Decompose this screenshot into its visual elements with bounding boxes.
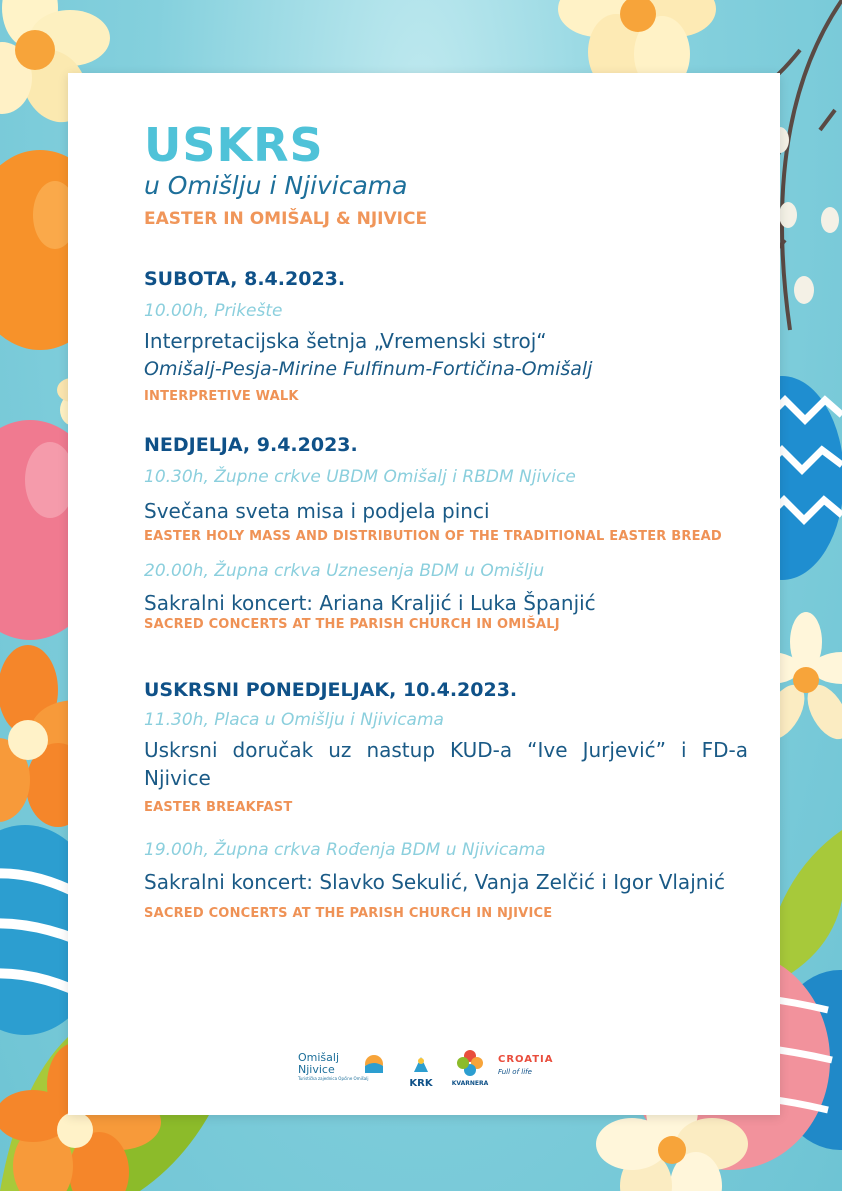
event-title: Uskrsni doručak uz nastup KUD-a “Ive Jurjević” i FD-a Njivice (144, 738, 748, 790)
day-heading: SUBOTA, 8.4.2023. (144, 268, 346, 290)
event-title-english: EASTER HOLY MASS AND DISTRIBUTION OF THE TRADITIONAL EASTER BREAD (144, 529, 722, 544)
sponsor-logos (298, 1048, 558, 1098)
event-title-english: SACRED CONCERTS AT THE PARISH CHURCH IN NJIVICE (144, 906, 553, 921)
krk-logo: KRK (406, 1054, 436, 1094)
event-title-english: SACRED CONCERTS AT THE PARISH CHURCH IN OMIŠALJ (144, 617, 560, 632)
event-title: Interpretacijska šetnja „Vremenski stroj“ (144, 329, 547, 353)
island-icon (410, 1054, 432, 1074)
event-time-location: 10.00h, Prikešte (144, 301, 283, 321)
event-time-location: 11.30h, Placa u Omišlju i Njivicama (144, 710, 444, 730)
day-section (144, 677, 748, 924)
sun-wave-icon (364, 1054, 384, 1074)
day-section (144, 266, 748, 407)
event-time-location: 10.30h, Župne crkve UBDM Omišalj i RBDM Njivice (144, 467, 576, 487)
event-title: Sakralni koncert: Ariana Kraljić i Luka Španjić (144, 591, 596, 615)
day-heading: USKRSNI PONEDJELJAK, 10.4.2023. (144, 679, 518, 701)
page-title: USKRS (144, 118, 324, 172)
omisalj-njivice-logo: Omišalj Njivice Turistička zajednica Općine Omišalj (298, 1052, 388, 1096)
event-time-location: 19.00h, Župna crkva Rođenja BDM u Njivicama (144, 840, 546, 860)
event-item (144, 465, 748, 547)
event-title: Svečana sveta misa i podjela pinci (144, 499, 490, 523)
page-title-english: EASTER IN OMIŠALJ & NJIVICE (144, 209, 428, 229)
croatia-logo: CROATIA Full of life (498, 1054, 554, 1076)
page-subtitle: u Omišlju i Njivicama (144, 171, 408, 200)
event-item (144, 299, 748, 407)
event-item (144, 708, 748, 818)
event-item (144, 838, 748, 924)
event-route: Omišalj-Pesja-Mirine Fulfinum-Fortičina-Omišalj (144, 358, 593, 380)
event-item (144, 559, 748, 635)
event-time-location: 20.00h, Župna crkva Uznesenja BDM u Omišlju (144, 561, 545, 581)
day-section (144, 432, 748, 635)
program-content (144, 118, 748, 924)
kvarner-logo: KVARNERA (448, 1050, 492, 1094)
kvarner-flower-icon (457, 1050, 483, 1076)
event-title: Sakralni koncert: Slavko Sekulić, Vanja Zelčić i Igor Vlajnić (144, 870, 725, 894)
event-title-english: INTERPRETIVE WALK (144, 389, 299, 404)
event-title-english: EASTER BREAKFAST (144, 800, 293, 815)
day-heading: NEDJELJA, 9.4.2023. (144, 434, 358, 456)
